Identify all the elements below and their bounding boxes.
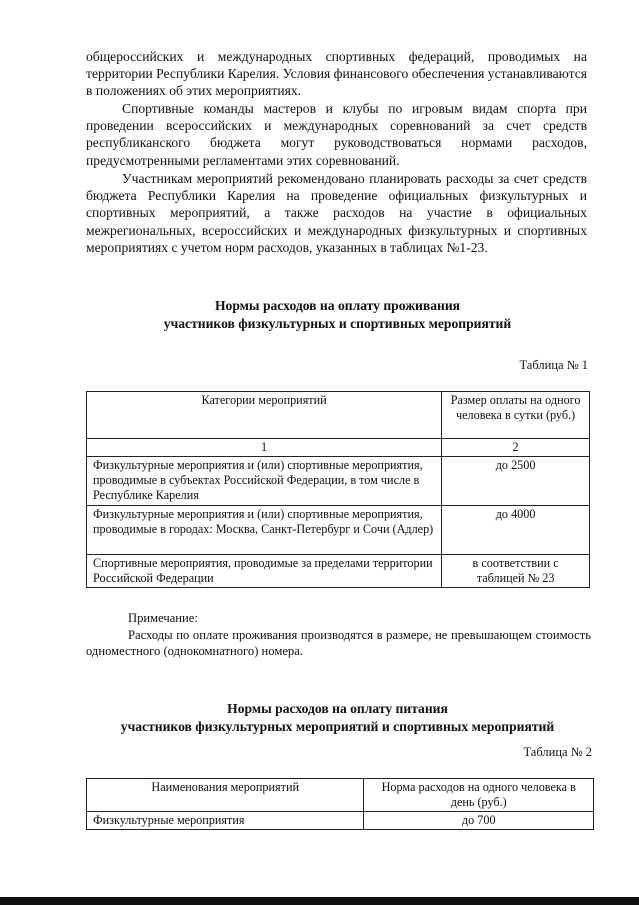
table-row xyxy=(87,457,590,506)
note-text: Расходы по оплате проживания производятся в размере, не превышающем стоимость одноместного (однокомнатного) номера. xyxy=(86,627,591,658)
table2-row1-category: Физкультурные мероприятия xyxy=(87,812,364,830)
intro-paragraph-3: Участникам мероприятий рекомендовано планировать расходы за счет средств бюджета Республики Карелия на проведение официальных физкультурных и спортивных мероприятий, а также расходов на участие в официальных межрегиональных, всероссийских и международных физкультурных и спортивных мероприятиях с учетом норм расходов, указанных в таблицах №1-23. xyxy=(86,171,587,255)
table2 xyxy=(86,778,594,830)
note-title: Примечание: xyxy=(128,611,198,625)
intro-paragraph-2: Спортивные команды мастеров и клубы по игровым видам спорта при проведении всероссийских и международных соревнований за счет средств республиканского бюджета могут руководствоваться нормами расходов, предусмотренными регламентами этих соревнований. xyxy=(86,101,587,168)
section1-title xyxy=(60,297,615,332)
table2-header-row xyxy=(87,779,594,812)
table1 xyxy=(86,391,590,588)
scan-edge xyxy=(0,897,639,905)
section2-title-line2: участников физкультурных мероприятий и спортивных мероприятий xyxy=(120,718,555,734)
table1-number-row xyxy=(87,439,590,457)
table1-header-category: Категории мероприятий xyxy=(87,392,442,439)
intro-paragraph-1: общероссийских и международных спортивных федераций, проводимых на территории Республики Карелия. Условия финансового обеспечения устанавливаются в положениях об этих мероприятиях. xyxy=(86,49,587,99)
section2-title xyxy=(50,700,625,735)
table1-row1-category: Физкультурные мероприятия и (или) спортивные мероприятия, проводимые в субъектах Российской Федерации, в том числе в Республике Карелия xyxy=(87,457,442,506)
table1-row3-value: в соответствии с таблицей № 23 xyxy=(442,555,590,588)
table2-header-category: Наименования мероприятий xyxy=(87,779,364,812)
table2-header-value: Норма расходов на одного человека в день (руб.) xyxy=(364,779,594,812)
table1-row2-category: Физкультурные мероприятия и (или) спортивные мероприятия, проводимые в городах: Москва, Санкт-Петербург и Сочи (Адлер) xyxy=(87,506,442,555)
table2-label: Таблица № 2 xyxy=(523,745,592,759)
table-row xyxy=(87,506,590,555)
table-row xyxy=(87,812,594,830)
table1-col-number-1: 1 xyxy=(87,439,442,457)
section1-title-line1: Нормы расходов на оплату проживания xyxy=(214,298,461,313)
section2-title-line1: Нормы расходов на оплату питания xyxy=(227,701,448,716)
table1-header-row xyxy=(87,392,590,439)
table2-row1-value: до 700 xyxy=(364,812,594,830)
table1-row1-value: до 2500 xyxy=(442,457,590,506)
table1-header-value: Размер оплаты на одного человека в сутки (руб.) xyxy=(442,392,590,439)
table1-note xyxy=(86,610,591,660)
table1-row3-category: Спортивные мероприятия, проводимые за пределами территории Российской Федерации xyxy=(87,555,442,588)
table1-label: Таблица № 1 xyxy=(519,358,588,372)
table1-col-number-2: 2 xyxy=(442,439,590,457)
table-row xyxy=(87,555,590,588)
table1-row2-value: до 4000 xyxy=(442,506,590,555)
section1-title-line2: участников физкультурных и спортивных мероприятий xyxy=(163,315,512,331)
